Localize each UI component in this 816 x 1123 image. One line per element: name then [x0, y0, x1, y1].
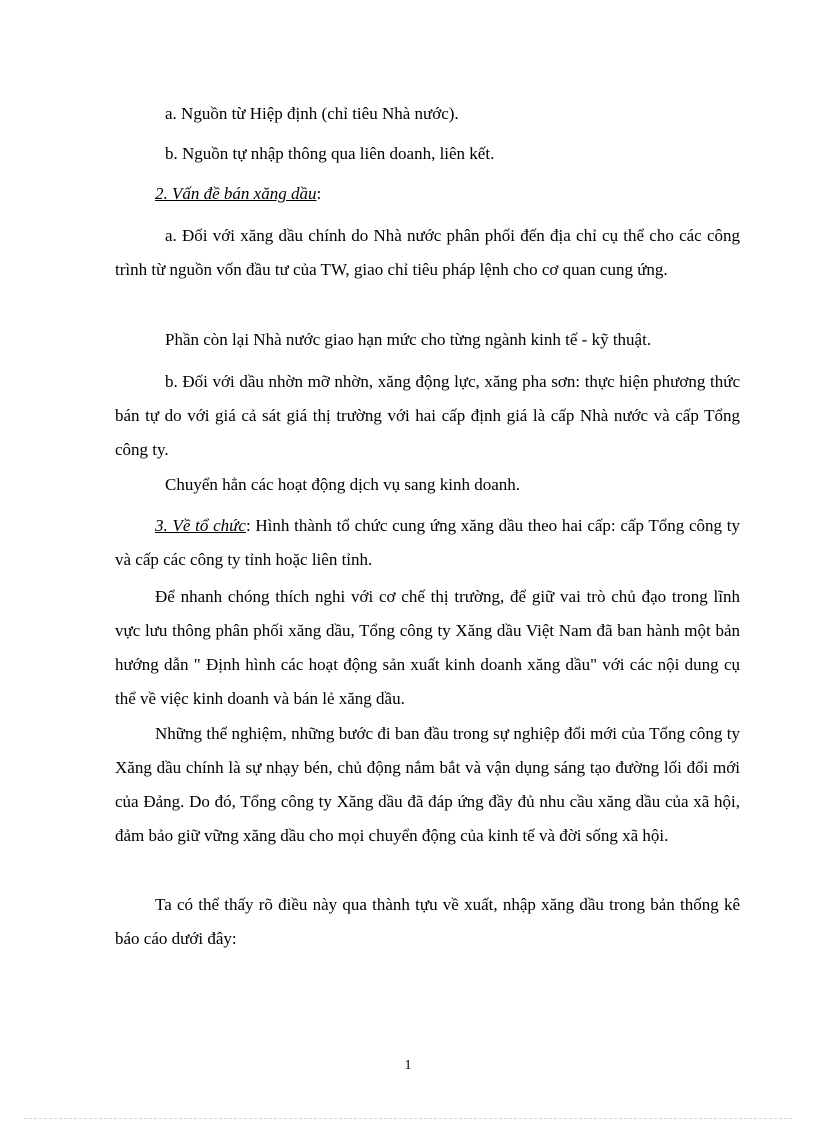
paragraph-state-distribution: a. Đối với xăng dầu chính do Nhà nước phân phối đến địa chỉ cụ thể cho các công trình từ nguồn vốn đầu tư của TW, giao chỉ tiêu pháp lệnh cho cơ quan cung ứng. — [115, 226, 740, 279]
paragraph-source-agreement: a. Nguồn từ Hiệp định (chỉ tiêu Nhà nước). — [165, 104, 459, 123]
section-heading-fuel-sales-text: 2. Vấn đề bán xăng dầu — [155, 184, 317, 203]
paragraph-business-shift: Chuyển hẳn các hoạt động dịch vụ sang kinh doanh. — [165, 475, 521, 494]
paragraph-free-sales: b. Đối với dầu nhờn mỡ nhờn, xăng động lực, xăng pha sơn: thực hiện phương thức bán tự do với giá cả sát giá thị trường với hai cấp định giá là cấp Nhà nước và cấp Tổng công ty. — [115, 372, 740, 459]
paragraph-source-self-import: b. Nguồn tự nhập thông qua liên doanh, liên kết. — [165, 144, 495, 163]
paragraph-market-adaptation: Để nhanh chóng thích nghi với cơ chế thị trường, để giữ vai trò chủ đạo trong lĩnh vực lưu thông phân phối xăng dầu, Tổng công ty Xăng dầu Việt Nam đã ban hành một bản hướng dẫn " Định hình các hoạt động sản xuất kinh doanh xăng dầu" với các nội dung cụ thể về việc kinh doanh và bán lẻ xăng dầu. — [115, 587, 740, 708]
paragraph-statistics-intro: Ta có thể thấy rõ điều này qua thành tựu về xuất, nhập xăng dầu trong bản thống kê báo cáo dưới đây: — [115, 895, 740, 948]
section-organization-body: : Hình thành tổ chức cung ứng xăng dầu theo hai cấp: cấp Tổng công ty và cấp các công ty tỉnh hoặc liên tỉnh. — [115, 516, 740, 569]
section-heading-organization-text: 3. Về tổ chức — [155, 516, 246, 535]
page-number: 1 — [404, 1058, 412, 1073]
paragraph-innovation: Những thể nghiệm, những bước đi ban đầu trong sự nghiệp đổi mới của Tổng công ty Xăng dầu chính là sự nhạy bén, chủ động nắm bắt và vận dụng sáng tạo đường lối đổi mới của Đảng. Do đó, Tổng công ty Xăng dầu đã đáp ứng đầy đủ nhu cầu xăng dầu của xã hội, đảm bảo giữ vững xăng dầu cho mọi chuyển động của kinh tế và đời sống xã hội. — [115, 724, 740, 845]
section-heading-fuel-sales — [115, 177, 740, 211]
section-heading-fuel-sales-colon: : — [316, 184, 322, 203]
page-bottom-divider — [24, 1118, 792, 1119]
section-organization — [115, 509, 740, 577]
paragraph-remaining-quota: Phần còn lại Nhà nước giao hạn mức cho từng ngành kinh tế - kỹ thuật. — [165, 330, 652, 349]
